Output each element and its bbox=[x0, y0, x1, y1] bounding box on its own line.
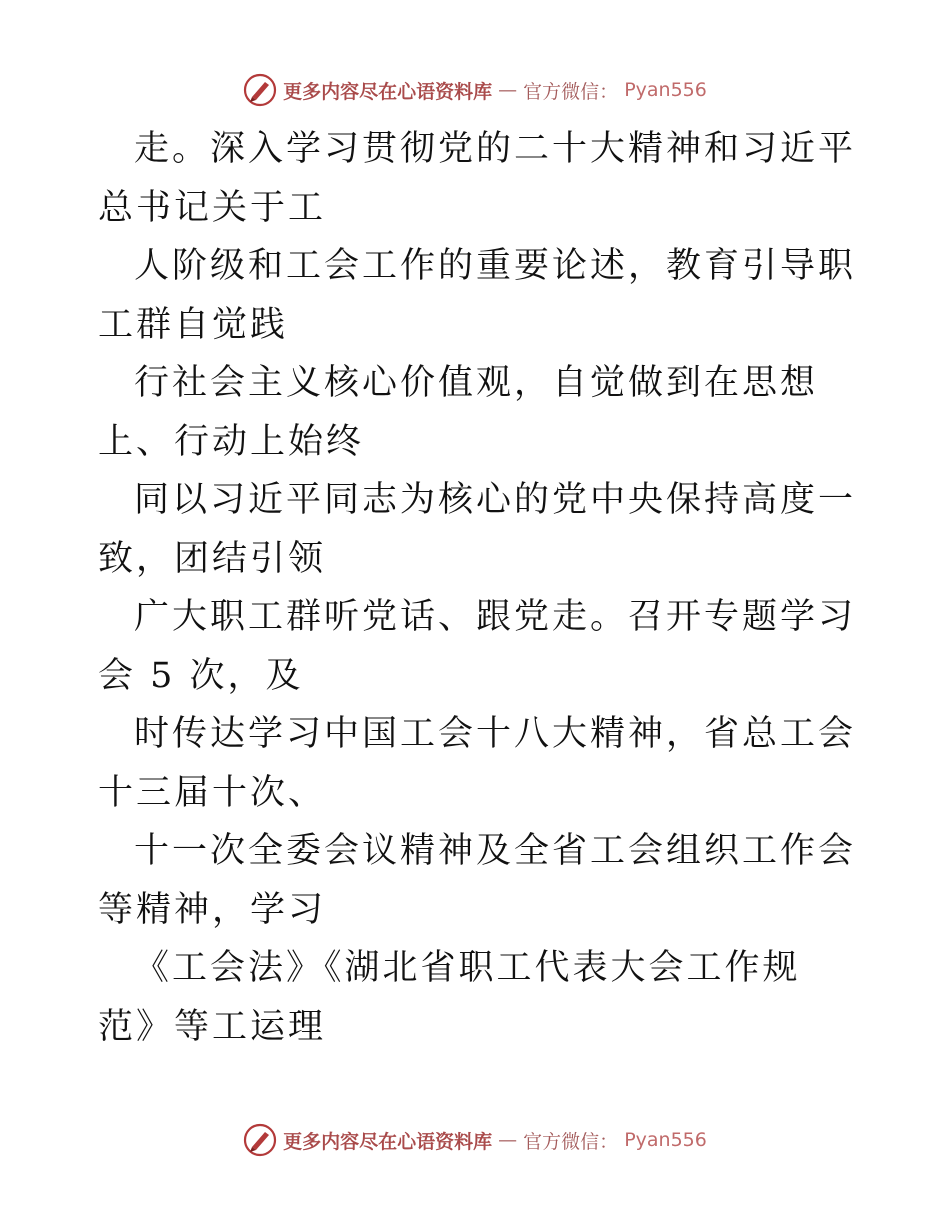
paragraph: 十一次全委会议精神及全省工会组织工作会等精神，学习 bbox=[98, 831, 857, 930]
header-separator: — bbox=[498, 79, 518, 101]
footer-separator: — bbox=[498, 1129, 518, 1151]
document-body bbox=[98, 120, 858, 1056]
paragraph: 广大职工群听党话、跟党走。召开专题学习会 5 次，及 bbox=[98, 597, 857, 696]
pen-logo-icon bbox=[243, 1123, 277, 1157]
footer-wechat-id: Pyan556 bbox=[624, 1129, 707, 1151]
paragraph: 同以习近平同志为核心的党中央保持高度一致，团结引领 bbox=[98, 480, 857, 579]
header-wechat-id: Pyan556 bbox=[624, 79, 707, 101]
paragraph: 《工会法》《湖北省职工代表大会工作规范》等工运理 bbox=[98, 948, 801, 1047]
paragraph: 走。深入学习贯彻党的二十大精神和习近平总书记关于工 bbox=[98, 129, 857, 228]
paragraph: 行社会主义核心价值观，自觉做到在思想上、行动上始终 bbox=[98, 363, 819, 462]
header-wechat-label: 官方微信： bbox=[523, 80, 619, 103]
header-banner bbox=[0, 70, 950, 110]
paragraph: 人阶级和工会工作的重要论述，教育引导职工群自觉践 bbox=[98, 246, 857, 345]
footer-wechat-label: 官方微信： bbox=[523, 1130, 619, 1153]
header-site-text: 更多内容尽在心语资料库 bbox=[283, 80, 493, 103]
footer-site-text: 更多内容尽在心语资料库 bbox=[283, 1130, 493, 1153]
footer-banner bbox=[0, 1120, 950, 1160]
pen-logo-icon bbox=[243, 73, 277, 107]
paragraph: 时传达学习中国工会十八大精神，省总工会十三届十次、 bbox=[98, 714, 857, 813]
